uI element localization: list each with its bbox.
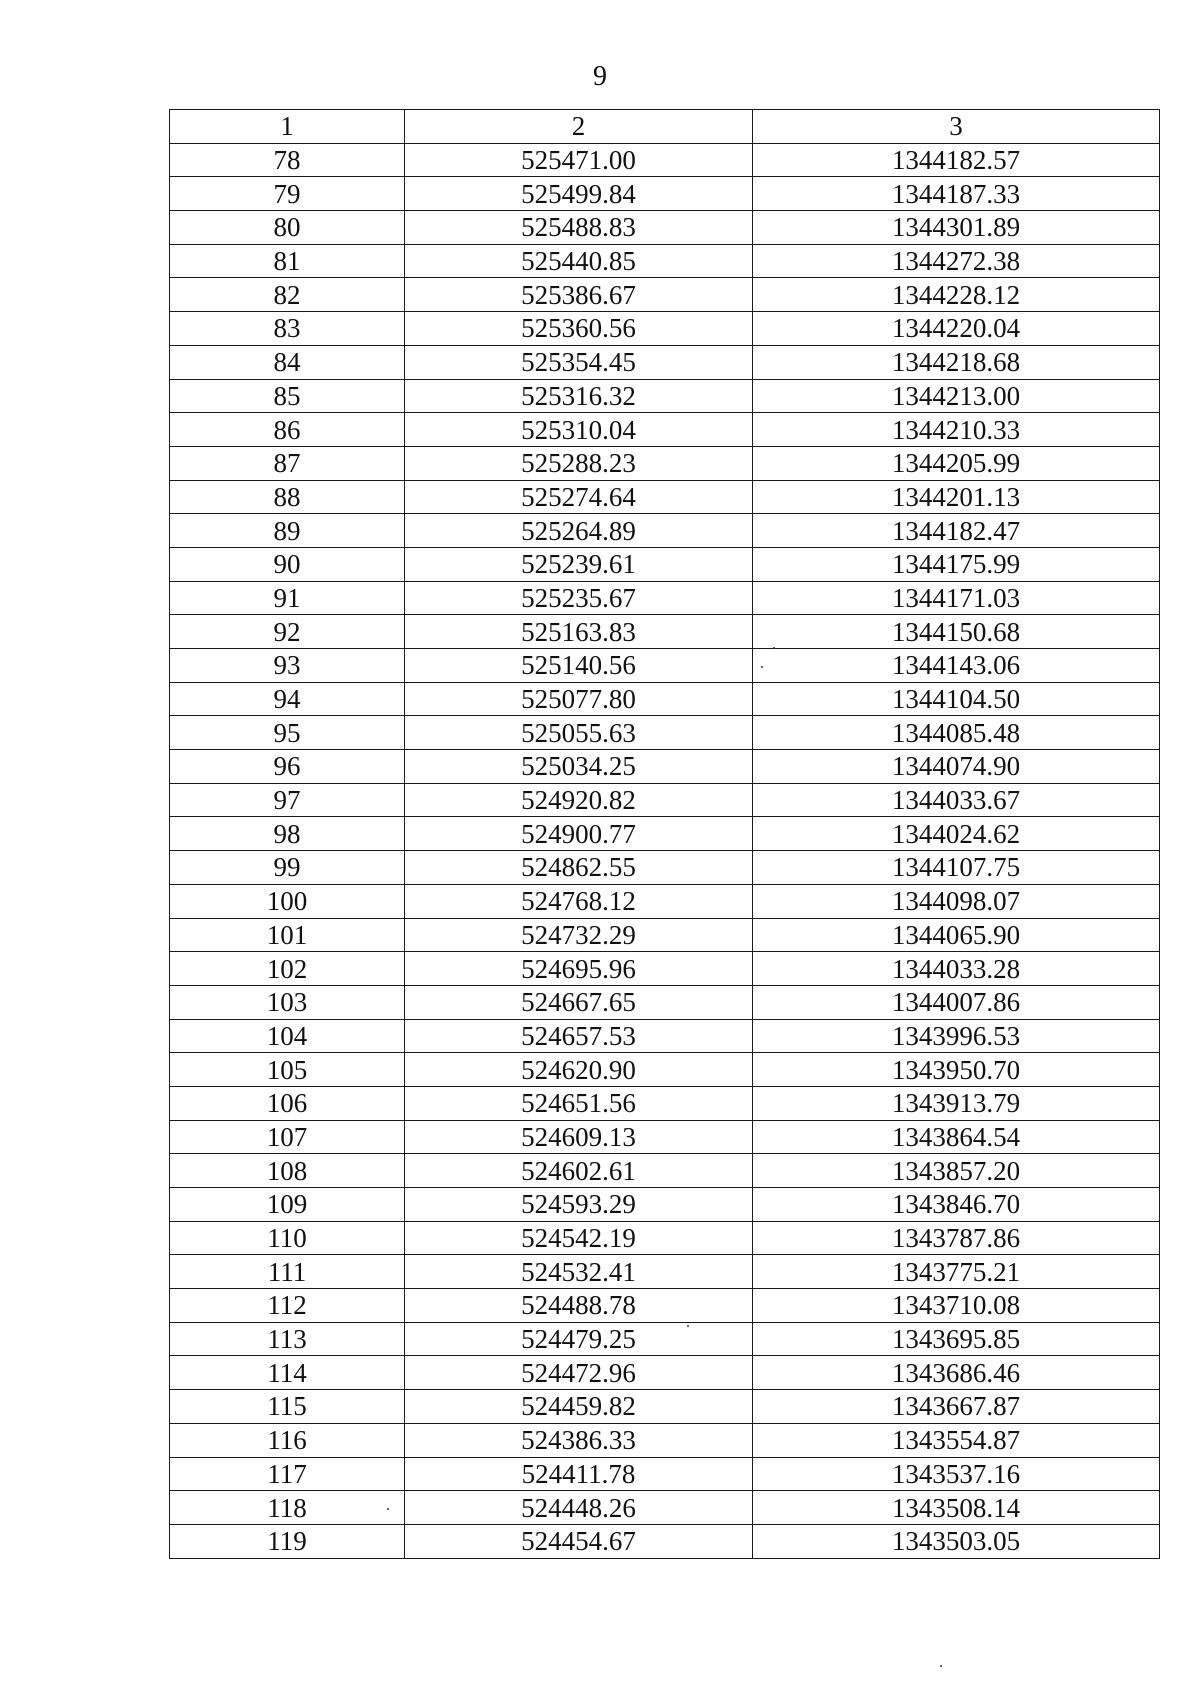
cell-x-coordinate: 524602.61 (405, 1154, 753, 1188)
cell-y-coordinate: 1344085.48 (753, 716, 1160, 750)
table-row (170, 1390, 1160, 1424)
cell-y-coordinate: 1344074.90 (753, 750, 1160, 784)
cell-x-coordinate: 525499.84 (405, 177, 753, 211)
table-body (170, 143, 1160, 1558)
cell-x-coordinate: 524609.13 (405, 1120, 753, 1154)
cell-x-coordinate: 524667.65 (405, 985, 753, 1019)
scan-speck (761, 666, 763, 668)
cell-point-number: 101 (170, 918, 405, 952)
cell-y-coordinate: 1344107.75 (753, 851, 1160, 885)
table-row (170, 278, 1160, 312)
cell-y-coordinate: 1343846.70 (753, 1188, 1160, 1222)
cell-x-coordinate: 525140.56 (405, 649, 753, 683)
cell-y-coordinate: 1344201.13 (753, 480, 1160, 514)
cell-x-coordinate: 525471.00 (405, 143, 753, 177)
cell-y-coordinate: 1343537.16 (753, 1457, 1160, 1491)
cell-y-coordinate: 1344205.99 (753, 446, 1160, 480)
cell-y-coordinate: 1343864.54 (753, 1120, 1160, 1154)
cell-point-number: 91 (170, 581, 405, 615)
table-row (170, 413, 1160, 447)
cell-point-number: 103 (170, 985, 405, 1019)
cell-point-number: 85 (170, 379, 405, 413)
cell-point-number: 89 (170, 514, 405, 548)
cell-y-coordinate: 1343913.79 (753, 1086, 1160, 1120)
cell-point-number: 86 (170, 413, 405, 447)
cell-point-number: 96 (170, 750, 405, 784)
cell-x-coordinate: 524472.96 (405, 1356, 753, 1390)
table-row (170, 1019, 1160, 1053)
cell-point-number: 98 (170, 817, 405, 851)
table-row (170, 581, 1160, 615)
cell-y-coordinate: 1343857.20 (753, 1154, 1160, 1188)
cell-point-number: 78 (170, 143, 405, 177)
table-row (170, 547, 1160, 581)
cell-x-coordinate: 525316.32 (405, 379, 753, 413)
table-row (170, 817, 1160, 851)
cell-y-coordinate: 1343508.14 (753, 1491, 1160, 1525)
cell-x-coordinate: 524593.29 (405, 1188, 753, 1222)
coordinates-table (169, 109, 1160, 1559)
table-row (170, 985, 1160, 1019)
cell-x-coordinate: 524479.25 (405, 1322, 753, 1356)
cell-y-coordinate: 1344218.68 (753, 345, 1160, 379)
cell-y-coordinate: 1344301.89 (753, 211, 1160, 245)
cell-y-coordinate: 1344213.00 (753, 379, 1160, 413)
table-header-row (170, 110, 1160, 144)
cell-y-coordinate: 1344175.99 (753, 547, 1160, 581)
cell-y-coordinate: 1343503.05 (753, 1524, 1160, 1558)
cell-point-number: 94 (170, 682, 405, 716)
cell-x-coordinate: 524732.29 (405, 918, 753, 952)
cell-point-number: 80 (170, 211, 405, 245)
table-row (170, 1457, 1160, 1491)
cell-y-coordinate: 1344098.07 (753, 884, 1160, 918)
cell-y-coordinate: 1344228.12 (753, 278, 1160, 312)
scan-speck (940, 1665, 942, 1667)
cell-x-coordinate: 524454.67 (405, 1524, 753, 1558)
cell-point-number: 119 (170, 1524, 405, 1558)
column-header-x: 2 (405, 110, 753, 144)
cell-y-coordinate: 1344182.57 (753, 143, 1160, 177)
cell-point-number: 81 (170, 244, 405, 278)
cell-point-number: 79 (170, 177, 405, 211)
cell-point-number: 84 (170, 345, 405, 379)
cell-point-number: 90 (170, 547, 405, 581)
cell-x-coordinate: 524386.33 (405, 1423, 753, 1457)
cell-x-coordinate: 524620.90 (405, 1053, 753, 1087)
cell-x-coordinate: 525034.25 (405, 750, 753, 784)
cell-point-number: 95 (170, 716, 405, 750)
table-row (170, 783, 1160, 817)
table-row (170, 918, 1160, 952)
cell-y-coordinate: 1344007.86 (753, 985, 1160, 1019)
cell-y-coordinate: 1344033.67 (753, 783, 1160, 817)
cell-point-number: 97 (170, 783, 405, 817)
cell-x-coordinate: 525264.89 (405, 514, 753, 548)
table-row (170, 884, 1160, 918)
cell-x-coordinate: 525440.85 (405, 244, 753, 278)
cell-y-coordinate: 1343996.53 (753, 1019, 1160, 1053)
cell-x-coordinate: 524411.78 (405, 1457, 753, 1491)
table-row (170, 750, 1160, 784)
table-row (170, 851, 1160, 885)
table-row (170, 379, 1160, 413)
cell-x-coordinate: 524542.19 (405, 1221, 753, 1255)
table-row (170, 1423, 1160, 1457)
cell-y-coordinate: 1343787.86 (753, 1221, 1160, 1255)
cell-x-coordinate: 524695.96 (405, 952, 753, 986)
table-row (170, 244, 1160, 278)
cell-point-number: 108 (170, 1154, 405, 1188)
cell-y-coordinate: 1343950.70 (753, 1053, 1160, 1087)
table-row (170, 1322, 1160, 1356)
cell-point-number: 115 (170, 1390, 405, 1424)
cell-point-number: 114 (170, 1356, 405, 1390)
table-row (170, 1524, 1160, 1558)
cell-y-coordinate: 1344150.68 (753, 615, 1160, 649)
cell-point-number: 109 (170, 1188, 405, 1222)
scan-speck (387, 1508, 389, 1510)
scan-speck (773, 647, 775, 649)
cell-x-coordinate: 524488.78 (405, 1289, 753, 1323)
table-row (170, 1356, 1160, 1390)
cell-x-coordinate: 525310.04 (405, 413, 753, 447)
table-row (170, 649, 1160, 683)
cell-y-coordinate: 1343695.85 (753, 1322, 1160, 1356)
cell-point-number: 82 (170, 278, 405, 312)
cell-point-number: 100 (170, 884, 405, 918)
cell-y-coordinate: 1344210.33 (753, 413, 1160, 447)
cell-x-coordinate: 525055.63 (405, 716, 753, 750)
cell-y-coordinate: 1344104.50 (753, 682, 1160, 716)
cell-y-coordinate: 1344187.33 (753, 177, 1160, 211)
column-header-y: 3 (753, 110, 1160, 144)
cell-x-coordinate: 524657.53 (405, 1019, 753, 1053)
cell-point-number: 93 (170, 649, 405, 683)
cell-x-coordinate: 524459.82 (405, 1390, 753, 1424)
cell-x-coordinate: 525288.23 (405, 446, 753, 480)
cell-point-number: 113 (170, 1322, 405, 1356)
table-row (170, 682, 1160, 716)
cell-point-number: 111 (170, 1255, 405, 1289)
cell-point-number: 110 (170, 1221, 405, 1255)
cell-y-coordinate: 1344182.47 (753, 514, 1160, 548)
cell-y-coordinate: 1343554.87 (753, 1423, 1160, 1457)
cell-y-coordinate: 1344024.62 (753, 817, 1160, 851)
cell-point-number: 102 (170, 952, 405, 986)
table-row (170, 514, 1160, 548)
table-row (170, 1188, 1160, 1222)
cell-point-number: 112 (170, 1289, 405, 1323)
table-row (170, 1221, 1160, 1255)
table-row (170, 615, 1160, 649)
cell-x-coordinate: 525360.56 (405, 312, 753, 346)
cell-point-number: 87 (170, 446, 405, 480)
table-row (170, 345, 1160, 379)
table-row (170, 1289, 1160, 1323)
table-row (170, 446, 1160, 480)
cell-point-number: 83 (170, 312, 405, 346)
cell-point-number: 99 (170, 851, 405, 885)
cell-x-coordinate: 525239.61 (405, 547, 753, 581)
cell-x-coordinate: 525274.64 (405, 480, 753, 514)
cell-x-coordinate: 524448.26 (405, 1491, 753, 1525)
cell-x-coordinate: 524900.77 (405, 817, 753, 851)
cell-point-number: 106 (170, 1086, 405, 1120)
table-row (170, 1053, 1160, 1087)
table-row (170, 1086, 1160, 1120)
cell-point-number: 118 (170, 1491, 405, 1525)
cell-point-number: 88 (170, 480, 405, 514)
cell-point-number: 117 (170, 1457, 405, 1491)
page-number: 9 (593, 61, 607, 92)
cell-y-coordinate: 1344220.04 (753, 312, 1160, 346)
cell-y-coordinate: 1344033.28 (753, 952, 1160, 986)
cell-y-coordinate: 1344143.06 (753, 649, 1160, 683)
cell-y-coordinate: 1343710.08 (753, 1289, 1160, 1323)
table-row (170, 480, 1160, 514)
table-row (170, 716, 1160, 750)
cell-point-number: 92 (170, 615, 405, 649)
table-row (170, 143, 1160, 177)
cell-y-coordinate: 1343775.21 (753, 1255, 1160, 1289)
cell-x-coordinate: 525354.45 (405, 345, 753, 379)
table-row (170, 1120, 1160, 1154)
cell-point-number: 116 (170, 1423, 405, 1457)
cell-y-coordinate: 1344272.38 (753, 244, 1160, 278)
cell-x-coordinate: 525163.83 (405, 615, 753, 649)
table-row (170, 1255, 1160, 1289)
table-row (170, 312, 1160, 346)
cell-x-coordinate: 524532.41 (405, 1255, 753, 1289)
cell-x-coordinate: 525077.80 (405, 682, 753, 716)
table-row (170, 1154, 1160, 1188)
cell-x-coordinate: 524920.82 (405, 783, 753, 817)
cell-y-coordinate: 1343667.87 (753, 1390, 1160, 1424)
cell-x-coordinate: 524862.55 (405, 851, 753, 885)
table-row (170, 211, 1160, 245)
cell-x-coordinate: 524651.56 (405, 1086, 753, 1120)
table-row (170, 177, 1160, 211)
cell-x-coordinate: 525235.67 (405, 581, 753, 615)
cell-y-coordinate: 1344065.90 (753, 918, 1160, 952)
cell-point-number: 107 (170, 1120, 405, 1154)
cell-x-coordinate: 525488.83 (405, 211, 753, 245)
cell-x-coordinate: 524768.12 (405, 884, 753, 918)
cell-point-number: 104 (170, 1019, 405, 1053)
table-row (170, 1491, 1160, 1525)
scan-speck (687, 1325, 689, 1327)
cell-y-coordinate: 1343686.46 (753, 1356, 1160, 1390)
cell-x-coordinate: 525386.67 (405, 278, 753, 312)
cell-point-number: 105 (170, 1053, 405, 1087)
cell-y-coordinate: 1344171.03 (753, 581, 1160, 615)
table-row (170, 952, 1160, 986)
column-header-point: 1 (170, 110, 405, 144)
